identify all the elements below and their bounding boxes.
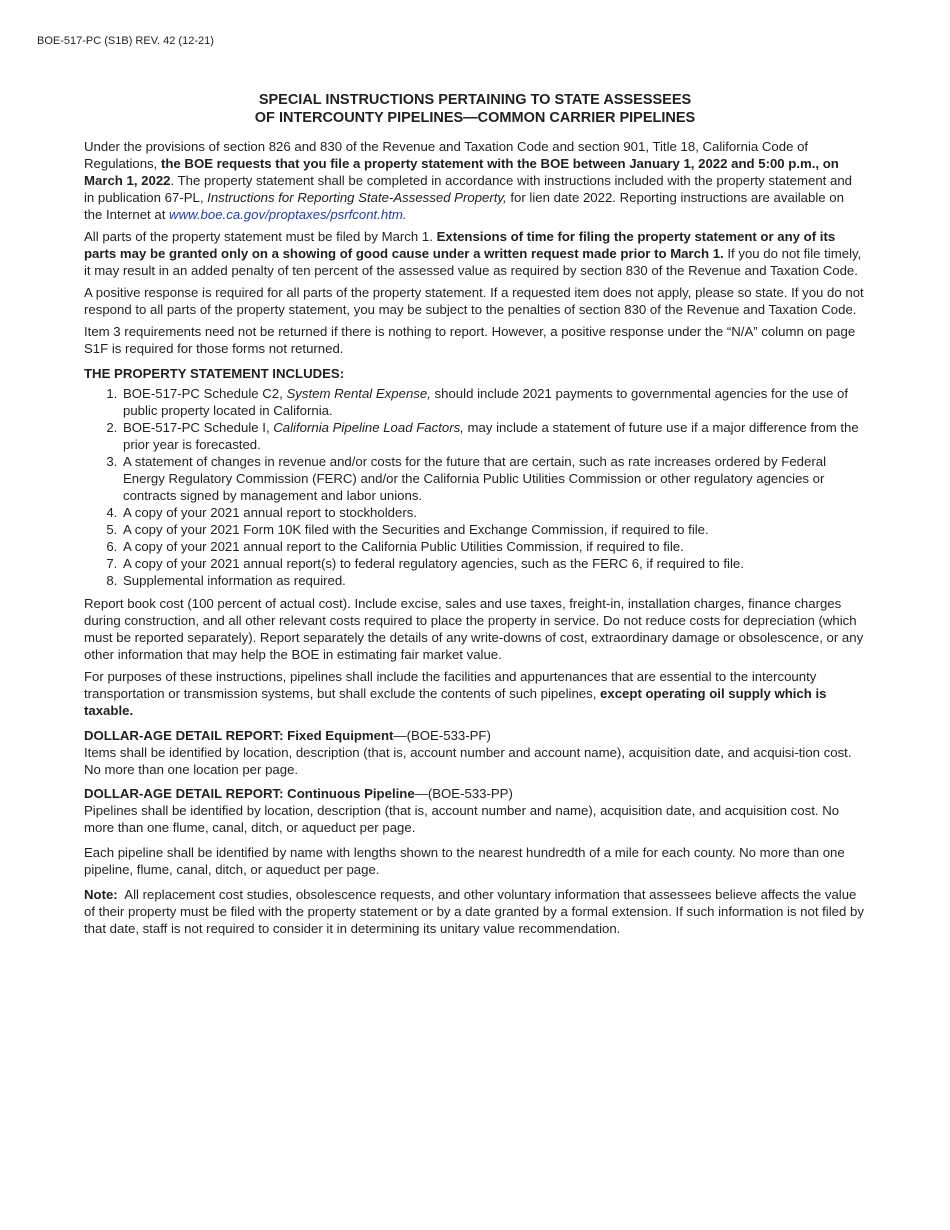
includes-list (84, 385, 864, 589)
intro-paragraph-4: Item 3 requirements need not be returned if there is nothing to report. However, a positive response under the “N/A” column on page S1F is required for those forms not returned. (84, 324, 856, 356)
reporting-instructions-link[interactable]: www.boe.ca.gov/proptaxes/psrfcont.htm. (169, 207, 407, 222)
list-item: 5. A copy of your 2021 Form 10K filed with the Securities and Exchange Commission, if required to file. (121, 521, 864, 538)
fixed-equipment-text: Items shall be identified by location, description (that is, account number and account name), acquisition date, and acquisi-tion cost. No more than one location per page. (84, 745, 852, 777)
intro-paragraph-3: A positive response is required for all parts of the property statement. If a requested item does not apply, please so state. If you do not respond to all parts of the property statement, you may be subject to the penalties of section 830 of the Revenue and Taxation Code. (84, 285, 864, 317)
note-paragraph: Note: All replacement cost studies, obsolescence requests, and other voluntary information that assessees believe affects the value of their property must be filed with the property statement or by a date granted by a formal extension. If such information is not filed by that date, staff is not required to consider it in determining its unitary value recommendation. (84, 887, 864, 936)
intro-paragraph-2: All parts of the property statement must be filed by March 1. Extensions of time for filing the property statement or any of its parts may be granted only on a showing of good cause under a written request made prior to March 1. If you do not file timely, it may result in an added penalty of ten percent of the assessed value as required by section 830 of the Revenue and Taxation Code. (84, 229, 862, 278)
title-line-2: OF INTERCOUNTY PIPELINES—COMMON CARRIER PIPELINES (254, 110, 696, 126)
instructions-body (84, 138, 864, 942)
book-cost-paragraph: Report book cost (100 percent of actual cost). Include excise, sales and use taxes, freight-in, installation charges, finance charges during construction, and all other relevant costs required to place the property in service. Do not reduce costs for depreciation (which must be reported separately). Report separately the details of any write-downs of cost, extraordinary damage or obsolescence, or any other information that may help the BOE in estimating fair market value. (84, 596, 864, 662)
includes-heading: THE PROPERTY STATEMENT INCLUDES: (84, 366, 345, 381)
intro-paragraph-1: Under the provisions of section 826 and 830 of the Revenue and Taxation Code and section 901, Title 18, California Code of Regulations, the BOE requests that you file a property statement with the BOE between January 1, 2022 and 5:00 p.m., on March 1, 2022. The property statement shall be completed in accordance with instructions included with the property statement and in publication 67-PL, Instructions for Reporting State-Assessed Property, for lien date 2022. Reporting instructions are available on the Internet at www.boe.ca.gov/proptaxes/psrfcont.htm. (84, 139, 852, 222)
pipeline-identification-paragraph: Each pipeline shall be identified by name with lengths shown to the nearest hundredth of a mile for each county. No more than one pipeline, flume, canal, ditch, or aqueduct per page. (84, 845, 845, 877)
page-title (0, 91, 950, 127)
fixed-equipment-heading: DOLLAR-AGE DETAIL REPORT: Fixed Equipment—(BOE-533-PF) (84, 728, 491, 743)
list-item: 3. A statement of changes in revenue and/or costs for the future that are certain, such as rate increases ordered by Federal Energy Regulatory Commission (FERC) and/or the California Public Utilities Commission or other regulatory agencies or contracts signed by management and labor unions. (121, 453, 864, 504)
list-item: 1. BOE-517-PC Schedule C2, System Rental Expense, should include 2021 payments to governmental agencies for the use of public property located in California. (121, 385, 864, 419)
continuous-pipeline-section (84, 785, 864, 836)
title-line-1: SPECIAL INSTRUCTIONS PERTAINING TO STATE ASSESSEES (258, 92, 692, 108)
fixed-equipment-section (84, 727, 864, 778)
list-item: 4. A copy of your 2021 annual report to stockholders. (121, 504, 864, 521)
pipelines-definition-paragraph: For purposes of these instructions, pipelines shall include the facilities and appurtenances that are essential to the intercounty transportation or transmission systems, but shall exclude the contents of such pipelines, except operating oil supply which is taxable. (84, 669, 827, 718)
continuous-pipeline-text: Pipelines shall be identified by location, description (that is, account number and name), acquisition date, and acquisition cost. No more than one flume, canal, ditch, or aqueduct per page. (84, 803, 840, 835)
list-item: 8. Supplemental information as required. (121, 572, 864, 589)
list-item: 7. A copy of your 2021 annual report(s) to federal regulatory agencies, such as the FERC 6, if required to file. (121, 555, 864, 572)
continuous-pipeline-heading: DOLLAR-AGE DETAIL REPORT: Continuous Pipeline—(BOE-533-PP) (84, 786, 513, 801)
form-id: BOE-517-PC (S1B) REV. 42 (12-21) (37, 35, 214, 47)
list-item: 6. A copy of your 2021 annual report to the California Public Utilities Commission, if required to file. (121, 538, 864, 555)
list-item: 2. BOE-517-PC Schedule I, California Pipeline Load Factors, may include a statement of future use if a major difference from the prior year is forecasted. (121, 419, 864, 453)
